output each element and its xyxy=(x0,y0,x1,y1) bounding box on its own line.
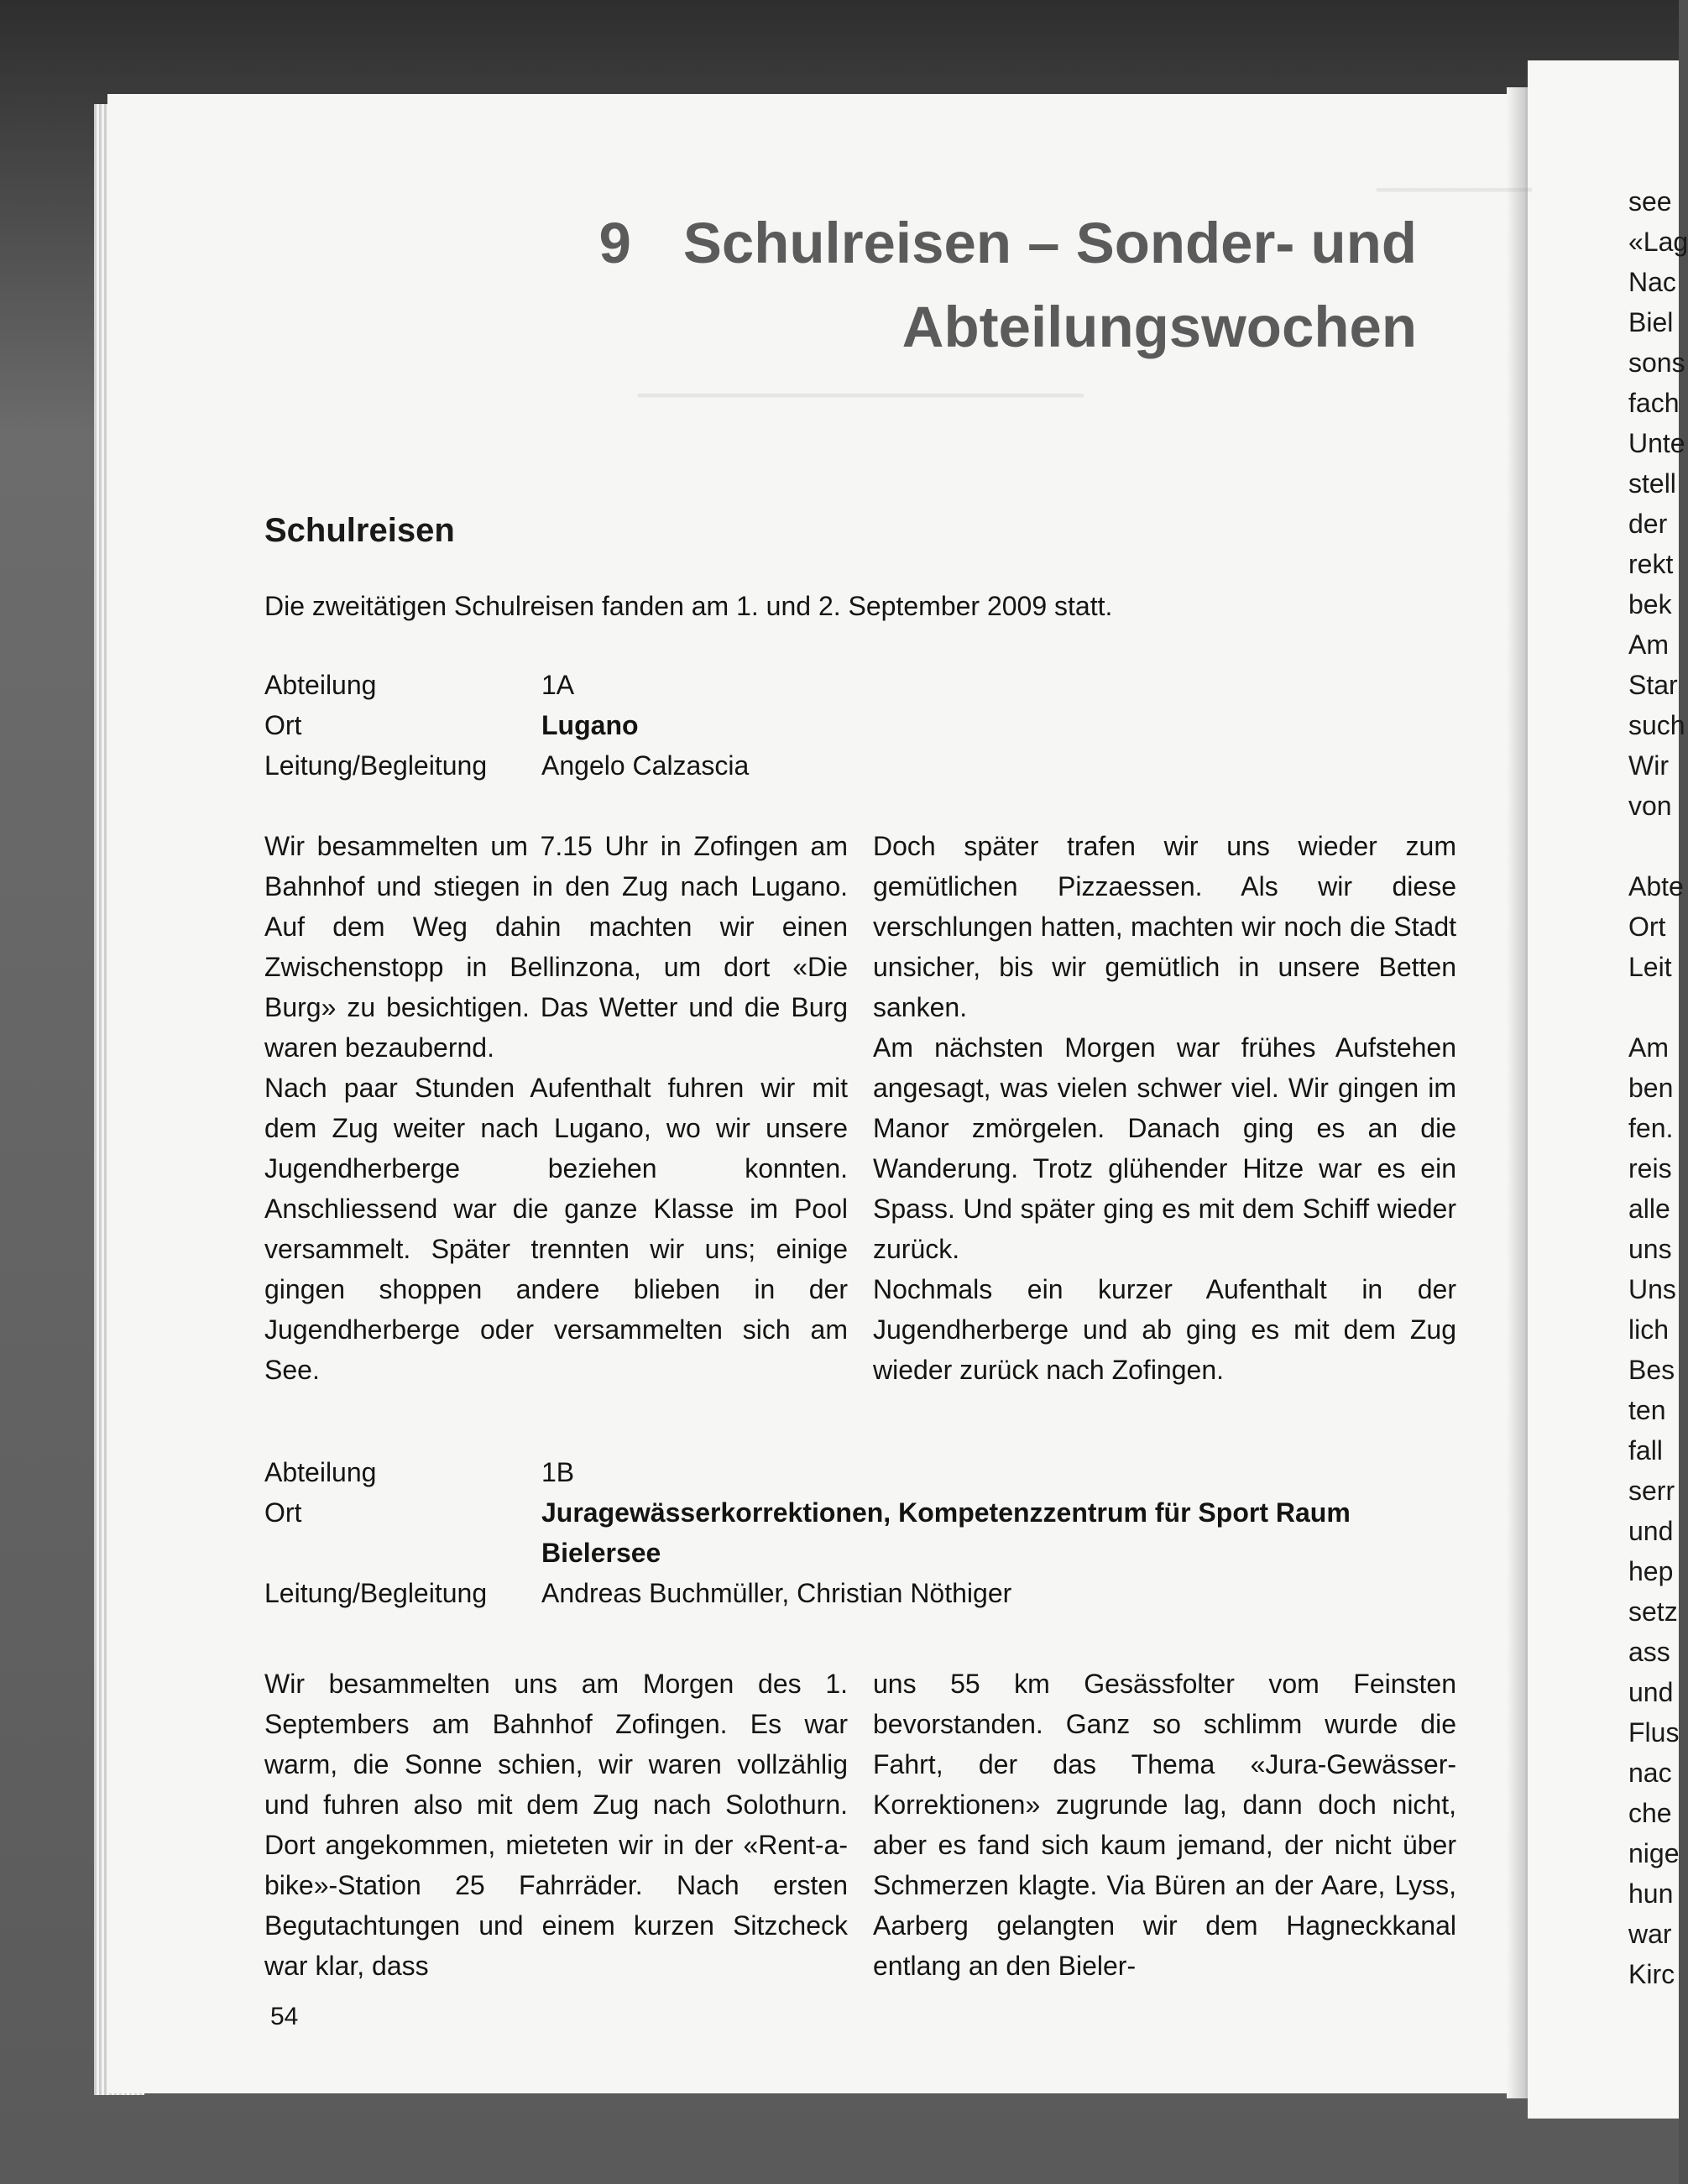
right-page-line xyxy=(1628,987,1688,1027)
right-page-line: reis xyxy=(1628,1153,1672,1183)
info-value: Angelo Calzascia xyxy=(541,750,750,781)
right-page-line: Am xyxy=(1628,1032,1669,1063)
right-page-line: Abte xyxy=(1628,871,1684,901)
paragraph: Nach paar Stunden Aufenthalt fuhren wir mit dem Zug weiter nach Lugano, wo wir unsere Jugendherberge beziehen konnten. Anschliessend war die ganze Klasse im Pool versammelt. Später trennten wir uns; einige gingen shoppen andere blieben in der Jugendherberge oder versammelten sich am See. xyxy=(264,1073,848,1385)
right-page-line: fen. xyxy=(1628,1113,1674,1143)
info-label: Ort xyxy=(264,1497,302,1528)
paragraph: Wir besammelten um 7.15 Uhr in Zofingen am Bahnhof und stiegen in den Zug nach Lugano. Auf dem Weg dahin machten wir einen Zwischenstopp in Bellinzona, um dort «Die Burg» zu besichtigen. Das Wetter und die Burg waren bezaubernd. xyxy=(264,831,848,1063)
right-page-line: setz xyxy=(1628,1596,1678,1627)
right-page-line: see xyxy=(1628,186,1672,217)
right-page-line: alle xyxy=(1628,1194,1670,1224)
trip-a-column-right xyxy=(873,826,1456,1390)
right-page-line: Bes xyxy=(1628,1355,1675,1385)
paragraph: Nochmals ein kurzer Aufenthalt in der Jugendherberge und ab ging es mit dem Zug wieder zurück nach Zofingen. xyxy=(873,1274,1456,1385)
info-label: Leitung/Begleitung xyxy=(264,1578,488,1608)
right-page-line: hun xyxy=(1628,1878,1674,1909)
chapter-number: 9 xyxy=(598,211,631,275)
right-page-line: stell xyxy=(1628,468,1676,499)
info-label: Abteilung xyxy=(264,1457,377,1487)
info-value: 1B xyxy=(541,1457,575,1487)
right-page-line: ass xyxy=(1628,1637,1670,1667)
right-page-line: von xyxy=(1628,791,1672,821)
right-page-line: Wir xyxy=(1628,750,1669,781)
right-page-line: und xyxy=(1628,1516,1674,1546)
right-page-line: che xyxy=(1628,1798,1672,1828)
right-page-line: ben xyxy=(1628,1073,1674,1103)
right-page-line: nige xyxy=(1628,1838,1680,1868)
info-label: Abteilung xyxy=(264,670,377,700)
info-value: Juragewässerkorrektionen, Kompetenzzentrum für Sport Raum Bielersee xyxy=(541,1497,1351,1568)
right-page-line: «Lag xyxy=(1628,227,1688,257)
info-value: Lugano xyxy=(541,710,639,740)
chapter-title xyxy=(326,201,1417,369)
right-page-line: Star xyxy=(1628,670,1678,700)
trip-b-column-right xyxy=(873,1664,1456,1986)
right-page-text xyxy=(1628,181,1688,1994)
paragraph: Wir besammelten uns am Morgen des 1. Septembers am Bahnhof Zofingen. Es war warm, die Sonne schien, wir waren vollzählig und fuhren also mit dem Zug nach Solothurn. Dort angekommen, mieteten wir in der «Rent-a-bike»-Station 25 Fahrräder. Nach ersten Begutachtungen und einem kurzen Sitzcheck war klar, dass xyxy=(264,1669,848,1981)
right-page-line: Uns xyxy=(1628,1274,1676,1304)
right-page-line: hep xyxy=(1628,1556,1674,1586)
info-label: Ort xyxy=(264,710,302,740)
info-label: Leitung/Begleitung xyxy=(264,750,488,781)
trip-a-column-left xyxy=(264,826,848,1390)
right-page-line: und xyxy=(1628,1677,1674,1707)
right-page-line: serr xyxy=(1628,1476,1675,1506)
right-page-line: lich xyxy=(1628,1314,1670,1345)
right-page-line: fall xyxy=(1628,1435,1663,1466)
right-page-line: uns xyxy=(1628,1234,1672,1264)
right-page-line: Biel xyxy=(1628,307,1674,337)
right-page-line: rekt xyxy=(1628,549,1674,579)
section-title: Schulreisen xyxy=(264,512,455,549)
info-value: Andreas Buchmüller, Christian Nöthiger xyxy=(541,1578,1012,1608)
right-page-line: sons xyxy=(1628,347,1685,378)
paragraph: Doch später trafen wir uns wieder zum gemütlichen Pizzaessen. Als wir diese verschlungen hatten, machten wir noch die Stadt unsicher, bis wir gemütlich in unsere Betten sanken. xyxy=(873,831,1456,1022)
paragraph: uns 55 km Gesässfolter vom Feinsten bevorstanden. Ganz so schlimm wurde die Fahrt, der das Thema «Jura-Gewässer-Korrektionen» zugrunde lag, dann doch nicht, aber es fand sich kaum jemand, der nicht über Schmerzen klagte. Via Büren an der Aare, Lyss, Aarberg gelangten wir dem Hagneckkanal entlang an den Bieler- xyxy=(873,1669,1456,1981)
right-page-line: Nac xyxy=(1628,267,1676,297)
trip-b-column-left xyxy=(264,1664,848,1986)
info-value: 1A xyxy=(541,670,575,700)
right-page-line: ten xyxy=(1628,1395,1666,1425)
right-page-line: nac xyxy=(1628,1758,1672,1788)
right-page-line: such xyxy=(1628,710,1685,740)
right-page-line: Unte xyxy=(1628,428,1685,458)
intro-text: Die zweitätigen Schulreisen fanden am 1. und 2. September 2009 statt. xyxy=(264,591,1113,621)
right-page-line: Am xyxy=(1628,630,1669,660)
right-page-line: der xyxy=(1628,509,1668,539)
right-page-line: bek xyxy=(1628,589,1672,619)
right-page-line: Ort xyxy=(1628,912,1666,942)
chapter-title-line-2: Abteilungswochen xyxy=(901,295,1417,359)
page-number: 54 xyxy=(270,2003,299,2030)
right-page-line: war xyxy=(1628,1919,1672,1949)
right-page-line: Kirc xyxy=(1628,1959,1675,1989)
right-page-line: fach xyxy=(1628,388,1680,418)
right-page-line xyxy=(1628,826,1688,866)
chapter-title-line-1: Schulreisen – Sonder- und xyxy=(682,211,1417,275)
paragraph: Am nächsten Morgen war frühes Aufstehen angesagt, was vielen schwer viel. Wir gingen im Manor zmörgelen. Danach ging es an die Wanderung. Trotz glühender Hitze war es ein Spass. Und später ging es mit dem Schiff wieder zurück. xyxy=(873,1032,1456,1264)
right-page-line: Leit xyxy=(1628,952,1672,982)
right-page-line: Flus xyxy=(1628,1717,1680,1748)
